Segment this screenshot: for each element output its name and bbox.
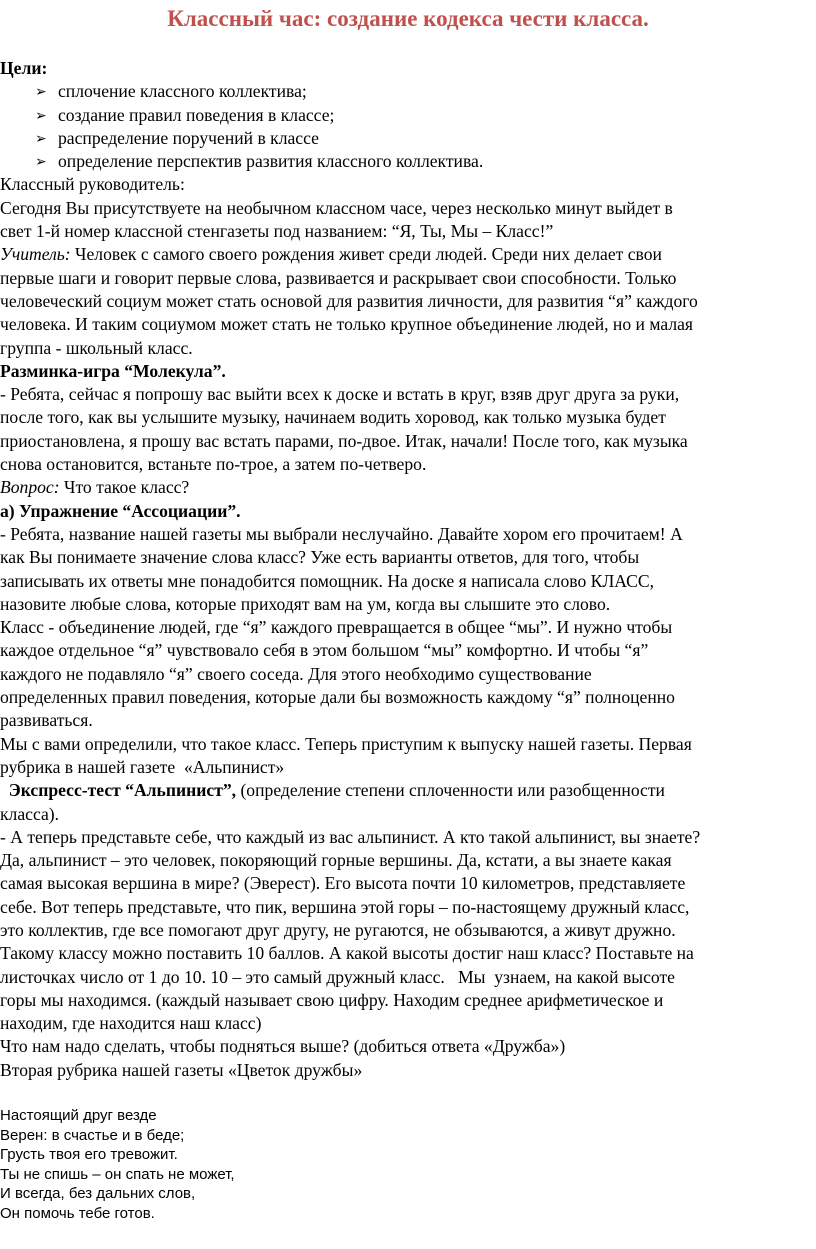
poem-line: Он помочь тебе готов. <box>0 1204 155 1222</box>
arrow-bullet-icon: ➢ <box>35 155 47 171</box>
poem-line: Верен: в счастье и в беде; <box>0 1126 185 1144</box>
text-run: Что такое класс? <box>59 477 190 498</box>
text-line <box>0 942 816 965</box>
text-line <box>0 709 816 732</box>
goal-item <box>0 127 816 150</box>
text-line <box>0 593 816 616</box>
text-run: группа - школьный класс. <box>0 337 193 358</box>
bold-heading: Экспресс-тест “Альпинист”, <box>0 780 237 801</box>
text-line <box>0 290 816 313</box>
poem <box>0 1106 235 1223</box>
bold-heading: Разминка-игра “Молекула”. <box>0 360 226 381</box>
text-line <box>0 1035 816 1058</box>
text-line <box>0 267 816 290</box>
document-title: Классный час: создание кодекса чести класса. <box>167 6 649 31</box>
text-run: Такому классу можно поставить 10 баллов. А какой высоты достиг наш класс? Поставьте на <box>0 943 694 964</box>
text-run: находим, где находится наш класс) <box>0 1013 262 1034</box>
text-run: это коллектив, где все помогают друг другу, не ругаются, не обзываются, а живут дружно. <box>0 919 676 940</box>
text-run: горы мы находимся. (каждый называет свою цифру. Находим среднее арифметическое и <box>0 989 664 1010</box>
text-run: Классный руководитель: <box>0 174 185 195</box>
text-line <box>0 570 816 593</box>
text-line <box>0 383 816 406</box>
text-run: Сегодня Вы присутствуете на необычном классном часе, через несколько минут выйдет в <box>0 197 673 218</box>
text-line <box>0 872 816 895</box>
text-line <box>0 919 816 942</box>
text-line <box>0 663 816 686</box>
text-line <box>0 220 816 243</box>
text-line <box>0 360 816 383</box>
italic-speaker: Учитель: <box>0 244 71 265</box>
arrow-bullet-icon: ➢ <box>35 108 47 124</box>
text-run: развиваться. <box>0 710 93 731</box>
text-run: рубрика в нашей газете «Альпинист» <box>0 756 285 777</box>
text-run: Человек с самого своего рождения живет среди людей. Среди них делает свои <box>70 244 662 265</box>
text-line <box>0 546 816 569</box>
text-run: класса). <box>0 803 60 824</box>
text-line <box>0 476 816 499</box>
goal-text: сплочение классного коллектива; <box>58 81 307 102</box>
goal-text: создание правил поведения в классе; <box>58 104 335 125</box>
text-line <box>0 313 816 336</box>
text-line <box>0 500 816 523</box>
text-line <box>0 616 816 639</box>
text-line <box>0 896 816 919</box>
text-line <box>0 779 816 802</box>
arrow-bullet-icon: ➢ <box>35 85 47 101</box>
goals-list <box>0 80 816 173</box>
poem-line: И всегда, без дальних слов, <box>0 1185 196 1202</box>
text-run: снова остановится, встаньте по-трое, а затем по-четверо. <box>0 454 427 475</box>
text-run: Что нам надо сделать, чтобы подняться выше? (добиться ответа «Дружба») <box>0 1036 566 1057</box>
text-line <box>0 826 816 849</box>
text-run: приостановлена, я прошу вас встать парами, по-двое. Итак, начали! После того, как музыка <box>0 430 688 451</box>
text-line <box>0 197 816 220</box>
text-run: записывать их ответы мне понадобится помощник. На доске я написала слово КЛАСС, <box>0 570 655 591</box>
text-run: свет 1-й номер классной стенгазеты под названием: “Я, Ты, Мы – Класс!” <box>0 221 554 242</box>
bold-heading: а) Упражнение “Ассоциации”. <box>0 500 241 521</box>
text-run: Мы с вами определили, что такое класс. Теперь приступим к выпуску нашей газеты. Первая <box>0 733 692 754</box>
arrow-bullet-icon: ➢ <box>35 131 47 147</box>
text-line <box>0 803 816 826</box>
text-line <box>0 523 816 546</box>
text-run: каждого не подавляло “я” своего соседа. Для этого необходимо существование <box>0 663 592 684</box>
text-run: себе. Вот теперь представьте, что пик, вершина этой горы – по-настоящему дружный класс, <box>0 896 690 917</box>
goals-heading: Цели: <box>0 58 48 78</box>
text-line <box>0 243 816 266</box>
text-run: листочках число от 1 до 10. 10 – это самый дружный класс. Мы узнаем, на какой высоте <box>0 966 675 987</box>
text-run: определенных правил поведения, которые дали бы возможность каждому “я” полноценно <box>0 687 675 708</box>
body-paragraphs <box>0 173 816 1082</box>
text-run: - А теперь представьте себе, что каждый из вас альпинист. А кто такой альпинист, вы знаете? <box>0 826 701 847</box>
text-line <box>0 686 816 709</box>
text-run: - Ребята, сейчас я попрошу вас выйти всех к доске и встать в круг, взяв друг друга за руки, <box>0 384 680 405</box>
text-line <box>0 173 816 196</box>
text-line <box>0 849 816 872</box>
text-run: (определение степени сплоченности или разобщенности <box>236 780 665 801</box>
text-run: первые шаги и говорит первые слова, развивается и раскрывает свои способности. Только <box>0 267 677 288</box>
goal-item <box>0 104 816 127</box>
text-line <box>0 639 816 662</box>
text-line <box>0 453 816 476</box>
goal-item <box>0 150 816 173</box>
goal-item <box>0 80 816 103</box>
text-run: каждое отдельное “я” чувствовало себя в этом большом “мы” комфортно. И чтобы “я” <box>0 640 649 661</box>
document-body <box>0 57 816 1082</box>
text-line <box>0 406 816 429</box>
text-line <box>0 430 816 453</box>
goal-text: распределение поручений в классе <box>58 127 319 148</box>
text-line <box>0 1012 816 1035</box>
text-run: - Ребята, название нашей газеты мы выбрали неслучайно. Давайте хором его прочитаем! А <box>0 523 683 544</box>
text-run: человека. И таким социумом может стать не только крупное объединение людей, но и малая <box>0 314 694 335</box>
text-run: назовите любые слова, которые приходят вам на ум, когда вы слышите это слово. <box>0 593 611 614</box>
text-line <box>0 756 816 779</box>
text-line <box>0 1059 816 1082</box>
poem-line: Ты не спишь – он спать не может, <box>0 1165 235 1183</box>
text-run: самая высокая вершина в мире? (Эверест). Его высота почти 10 километров, представляете <box>0 873 686 894</box>
text-run: человеческий социум может стать основой для развития личности, для развития “я” каждого <box>0 290 698 311</box>
text-line <box>0 733 816 756</box>
italic-speaker: Вопрос: <box>0 477 60 498</box>
text-run: как Вы понимаете значение слова класс? Уже есть варианты ответов, для того, чтобы <box>0 547 640 568</box>
poem-line: Настоящий друг везде <box>0 1107 157 1124</box>
poem-line: Грусть твоя его тревожит. <box>0 1146 178 1163</box>
text-run: Вторая рубрика нашей газеты «Цветок дружбы» <box>0 1059 363 1080</box>
text-run: Да, альпинист – это человек, покоряющий горные вершины. Да, кстати, а вы знаете какая <box>0 850 672 871</box>
goal-text: определение перспектив развития классного коллектива. <box>58 151 484 172</box>
text-line <box>0 337 816 360</box>
text-line <box>0 989 816 1012</box>
text-run: Класс - объединение людей, где “я” каждого превращается в общее “мы”. И нужно чтобы <box>0 617 673 638</box>
text-line <box>0 966 816 989</box>
text-run: после того, как вы услышите музыку, начинаем водить хоровод, как только музыка будет <box>0 407 666 428</box>
